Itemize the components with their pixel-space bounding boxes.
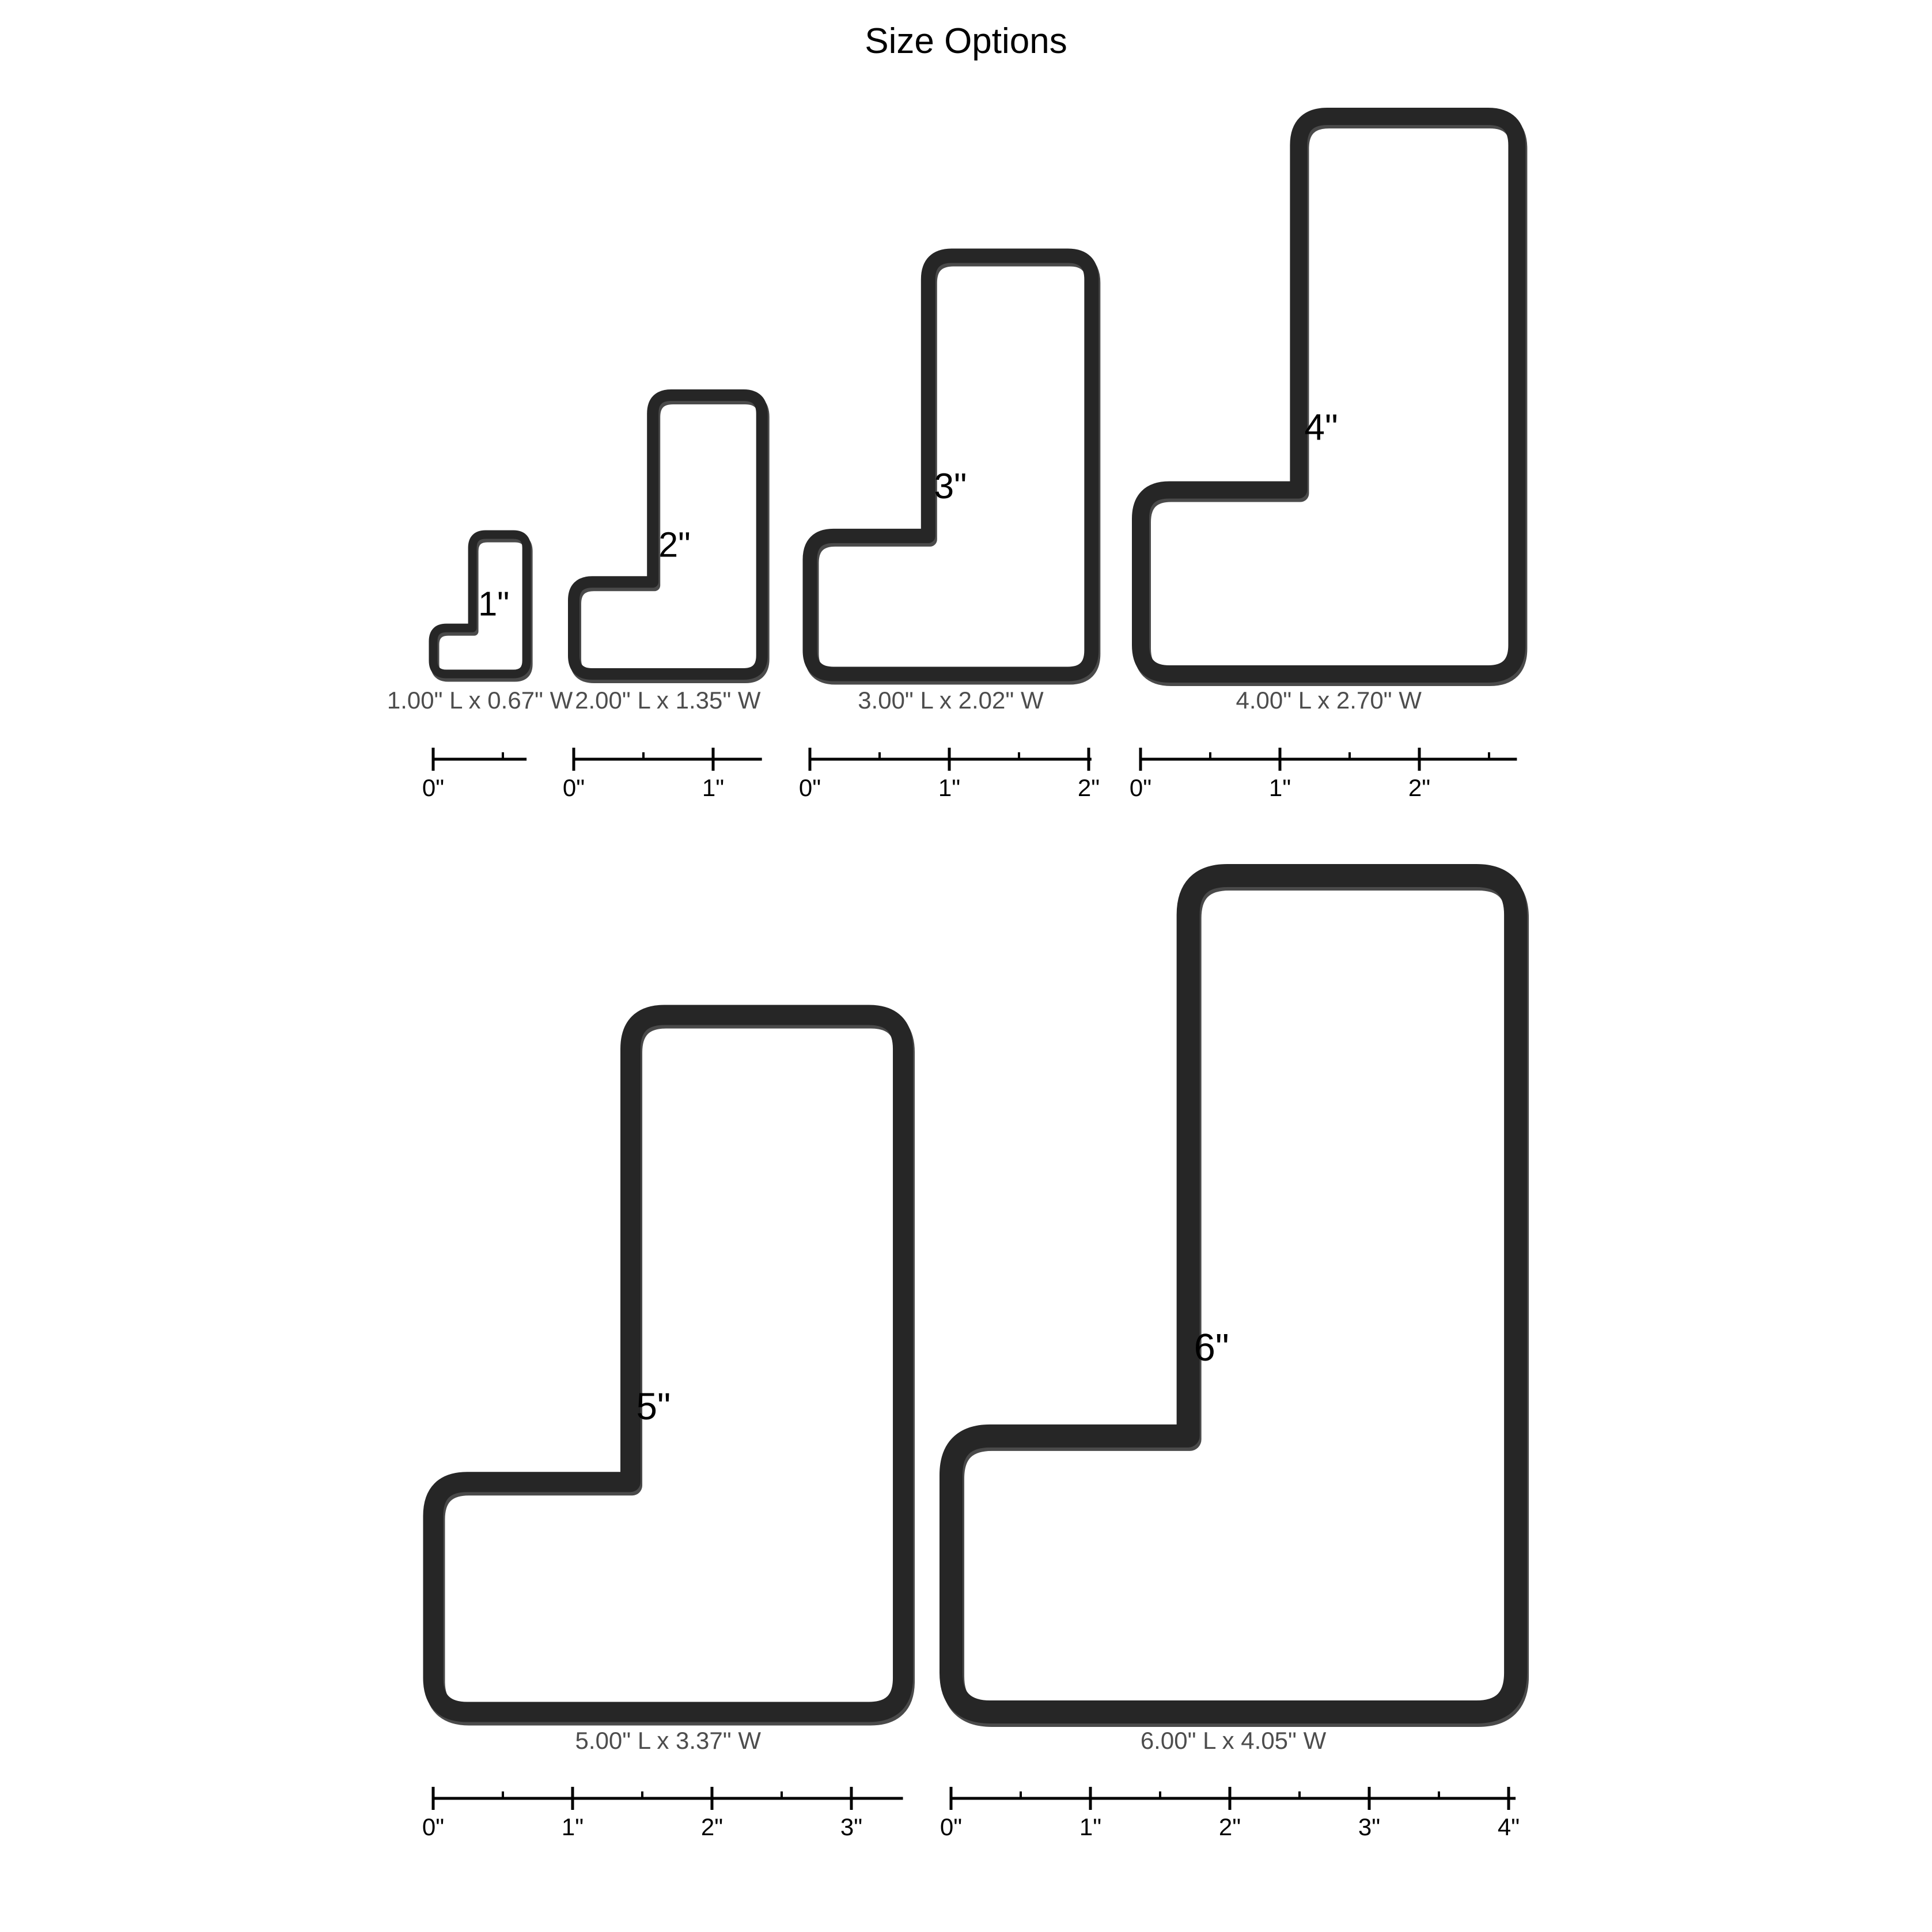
dimension-label: 2.00" L x 1.35" W bbox=[575, 687, 761, 714]
ruler-tick-label: 0" bbox=[940, 1813, 963, 1840]
ruler bbox=[422, 748, 526, 801]
size-number-label: 2" bbox=[658, 525, 691, 565]
ruler-tick-label: 1" bbox=[1079, 1813, 1102, 1840]
ruler-tick-label: 2" bbox=[1077, 774, 1100, 801]
size-number-label: 1" bbox=[478, 584, 510, 623]
ruler-tick-label: 1" bbox=[1268, 774, 1291, 801]
dimension-label: 5.00" L x 3.37" W bbox=[575, 1727, 761, 1754]
cutter-outline bbox=[1141, 116, 1517, 674]
cutter-shadow bbox=[953, 879, 1517, 1715]
ruler-tick-label: 3" bbox=[1358, 1813, 1381, 1840]
ruler bbox=[563, 748, 762, 801]
diagram-title: Size Options bbox=[865, 21, 1067, 61]
ruler-tick-label: 0" bbox=[798, 774, 821, 801]
ruler-tick-label: 1" bbox=[938, 774, 961, 801]
ruler-tick-label: 0" bbox=[1129, 774, 1152, 801]
ruler-tick-label: 0" bbox=[422, 774, 445, 801]
ruler bbox=[1130, 748, 1517, 801]
ruler-tick-label: 1" bbox=[702, 774, 725, 801]
ruler-tick-label: 1" bbox=[561, 1813, 584, 1840]
dimension-label: 4.00" L x 2.70" W bbox=[1236, 687, 1422, 714]
size-number-label: 3" bbox=[934, 466, 967, 507]
ruler bbox=[940, 1787, 1520, 1840]
ruler bbox=[422, 1787, 903, 1840]
cutter-outline bbox=[810, 256, 1092, 674]
ruler-tick-label: 0" bbox=[562, 774, 585, 801]
cutter-group bbox=[387, 116, 1520, 1840]
cutter-size-5 bbox=[422, 1015, 905, 1840]
cutter-outline bbox=[433, 1015, 903, 1712]
ruler-tick-label: 2" bbox=[700, 1813, 723, 1840]
cutter-size-6 bbox=[940, 876, 1520, 1840]
ruler-tick-label: 0" bbox=[422, 1813, 445, 1840]
cutter-shadow bbox=[435, 1018, 905, 1715]
ruler-tick-label: 4" bbox=[1497, 1813, 1520, 1840]
ruler-tick-label: 2" bbox=[1218, 1813, 1241, 1840]
dimension-label: 3.00" L x 2.02" W bbox=[858, 687, 1044, 714]
cutter-size-1 bbox=[387, 535, 573, 801]
ruler bbox=[799, 748, 1100, 801]
size-number-label: 5" bbox=[636, 1385, 671, 1427]
cutter-shadow bbox=[1142, 120, 1518, 677]
cutter-size-3 bbox=[799, 256, 1100, 801]
size-number-label: 4" bbox=[1304, 406, 1338, 448]
cutter-outline bbox=[951, 876, 1516, 1712]
dimension-label: 1.00" L x 0.67" W bbox=[387, 687, 573, 714]
ruler-tick-label: 2" bbox=[1408, 774, 1431, 801]
ruler-tick-label: 3" bbox=[840, 1813, 863, 1840]
dimension-label: 6.00" L x 4.05" W bbox=[1140, 1727, 1327, 1754]
cutter-size-2 bbox=[563, 395, 764, 801]
size-number-label: 6" bbox=[1194, 1326, 1229, 1370]
cutter-size-4 bbox=[1130, 116, 1519, 801]
